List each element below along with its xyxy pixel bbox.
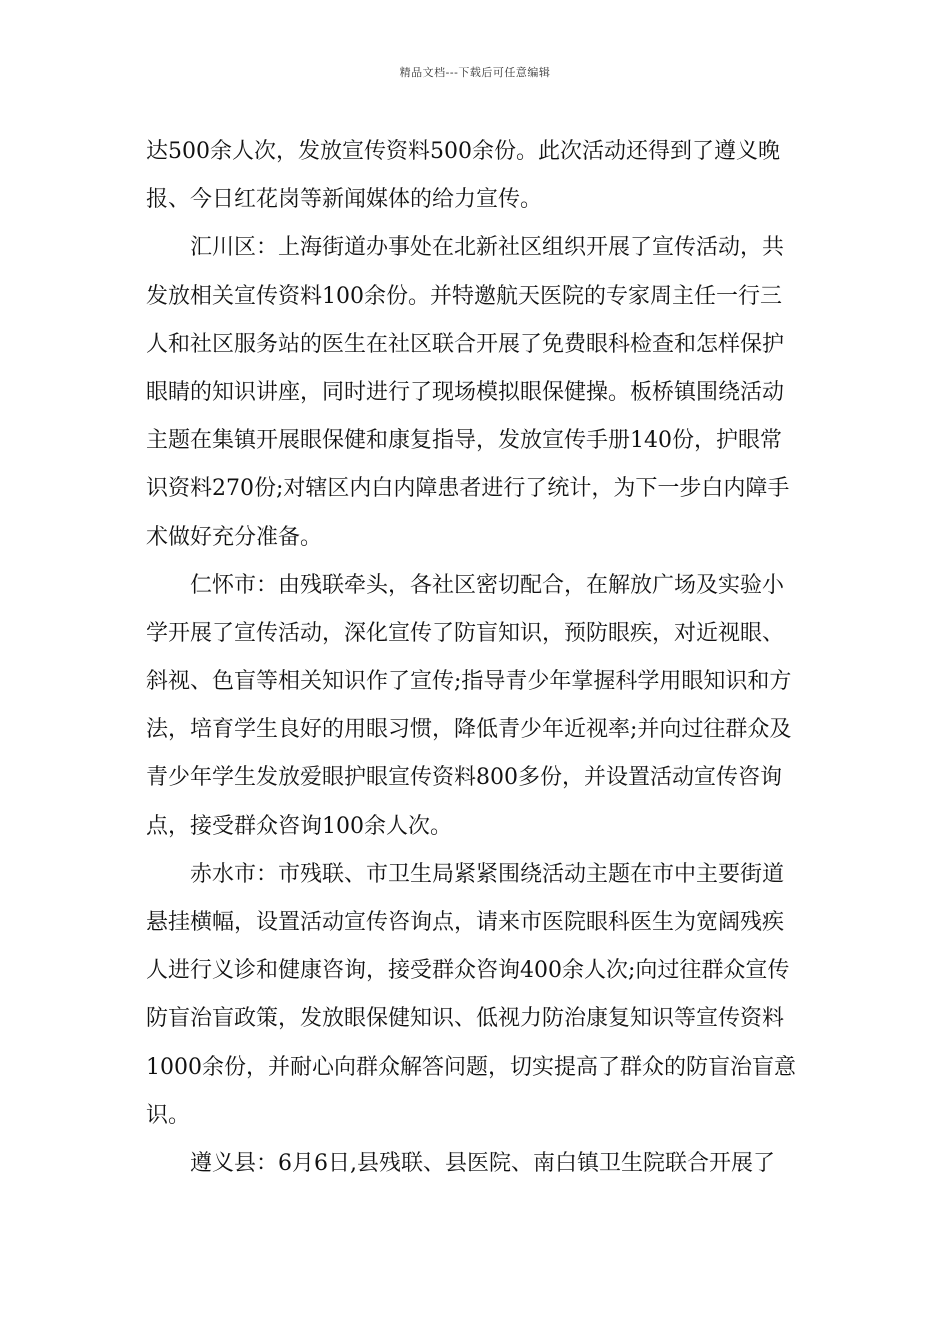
paragraph-first-line: 汇川区：上海街道办事处在北新社区组织开展了宣传活动，共 xyxy=(190,235,785,261)
text-line: 达500余人次，发放宣传资料500余份。此次活动还得到了遵义晚 xyxy=(146,139,780,164)
paragraph-first-line: 遵义县：6月6日,县残联、县医院、南白镇卫生院联合开展了 xyxy=(190,1150,775,1176)
text-line: 主题在集镇开展眼保健和康复指导，发放宣传手册140份，护眼常 xyxy=(146,428,782,454)
text-line: 1000余份，并耐心向群众解答问题，切实提高了群众的防盲治盲意 xyxy=(146,1054,796,1080)
document-body xyxy=(146,130,811,1190)
paragraph-first-line: 赤水市：市残联、市卫生局紧紧围绕活动主题在市中主要街道 xyxy=(190,861,785,887)
page-header: 精品文档---下载后可任意编辑 xyxy=(399,66,551,79)
text-line: 悬挂横幅，设置活动宣传咨询点，请来市医院眼科医生为宽阔残疾 xyxy=(146,910,785,935)
text-line: 人进行义诊和健康咨询，接受群众咨询400余人次;向过往群众宣传 xyxy=(146,958,790,984)
text-line: 人和社区服务站的医生在社区联合开展了免费眼科检查和怎样保护 xyxy=(146,331,785,357)
text-line: 学开展了宣传活动，深化宣传了防盲知识，预防眼疾，对近视眼、 xyxy=(146,620,785,646)
text-line: 眼睛的知识讲座，同时进行了现场模拟眼保健操。板桥镇围绕活动 xyxy=(146,379,785,405)
text-line: 点，接受群众咨询100余人次。 xyxy=(146,813,452,839)
text-line: 斜视、色盲等相关知识作了宣传;指导青少年掌握科学用眼知识和方 xyxy=(146,669,792,695)
text-line: 青少年学生发放爱眼护眼宣传资料800多份，并设置活动宣传咨询 xyxy=(146,765,782,791)
paragraph-first-line: 仁怀市：由残联牵头，各社区密切配合，在解放广场及实验小 xyxy=(190,572,785,598)
text-line: 识。 xyxy=(146,1102,191,1128)
text-line: 识资料270份;对辖区内白内障患者进行了统计，为下一步白内障手 xyxy=(146,476,790,502)
text-line: 术做好充分准备。 xyxy=(146,524,323,550)
text-line: 法，培育学生良好的用眼习惯，降低青少年近视率;并向过往群众及 xyxy=(146,717,792,743)
text-line: 发放相关宣传资料100余份。并特邀航天医院的专家周主任一行三 xyxy=(146,283,782,309)
text-line: 报、今日红花岗等新闻媒体的给力宣传。 xyxy=(146,187,543,213)
text-line: 防盲治盲政策，发放眼保健知识、低视力防治康复知识等宣传资料 xyxy=(146,1006,785,1032)
